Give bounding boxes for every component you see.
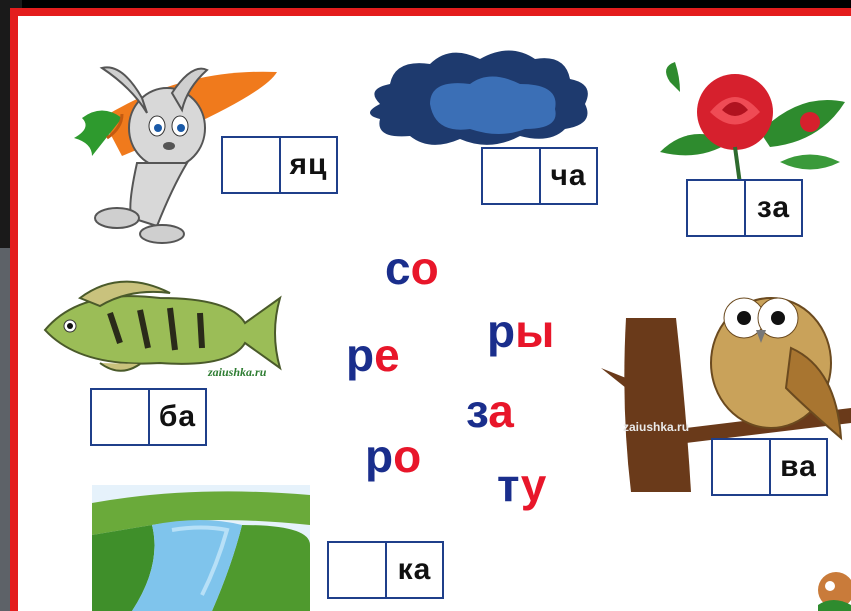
syllable-6-consonant: т — [497, 459, 521, 511]
fish-credit: zaiushka.ru — [208, 365, 267, 379]
syllable-4-vowel: а — [488, 385, 514, 437]
syllable-6-vowel: у — [520, 459, 547, 511]
storm-cloud-image — [360, 44, 600, 154]
syllable-3-vowel: ы — [515, 305, 555, 357]
rose-image — [650, 62, 850, 184]
river-blank-cell[interactable] — [329, 543, 387, 597]
river-landscape-image — [92, 485, 310, 611]
cloud-word-box — [481, 147, 598, 205]
syllable-1[interactable] — [385, 242, 439, 294]
syllable-5-vowel: о — [393, 430, 422, 482]
owl-credit: zaiushka.ru — [623, 420, 690, 434]
fish-word-box — [90, 388, 207, 446]
syllable-3-consonant: р — [487, 305, 516, 357]
syllable-1-consonant: с — [385, 242, 411, 294]
hare-blank-cell[interactable] — [223, 138, 281, 192]
syllable-4-consonant: з — [466, 385, 489, 437]
rose-ending: за — [756, 191, 791, 224]
syllable-3[interactable] — [487, 305, 555, 357]
syllable-1-vowel: о — [410, 242, 439, 294]
syllable-5[interactable] — [365, 430, 422, 482]
owl-blank-cell[interactable] — [713, 440, 771, 494]
river-ending: ка — [397, 553, 432, 586]
river-word-box — [327, 541, 444, 599]
syllable-6[interactable] — [497, 459, 547, 511]
cloud-blank-cell[interactable] — [483, 149, 541, 203]
rose-word-box — [686, 179, 803, 237]
syllable-2-consonant: р — [346, 329, 375, 381]
cloud-ending: ча — [550, 159, 587, 192]
hare-word-box — [221, 136, 338, 194]
hare-ending: яц — [289, 148, 328, 181]
rose-blank-cell[interactable] — [688, 181, 746, 235]
fish-ending: ба — [158, 400, 197, 433]
partial-picture-corner — [808, 560, 851, 611]
syllable-5-consonant: р — [365, 430, 394, 482]
owl-word-box — [711, 438, 828, 496]
syllable-4[interactable] — [466, 385, 514, 437]
fish-blank-cell[interactable] — [92, 390, 150, 444]
syllable-2[interactable] — [346, 329, 400, 381]
syllable-2-vowel: е — [374, 329, 400, 381]
owl-ending: ва — [780, 450, 817, 483]
